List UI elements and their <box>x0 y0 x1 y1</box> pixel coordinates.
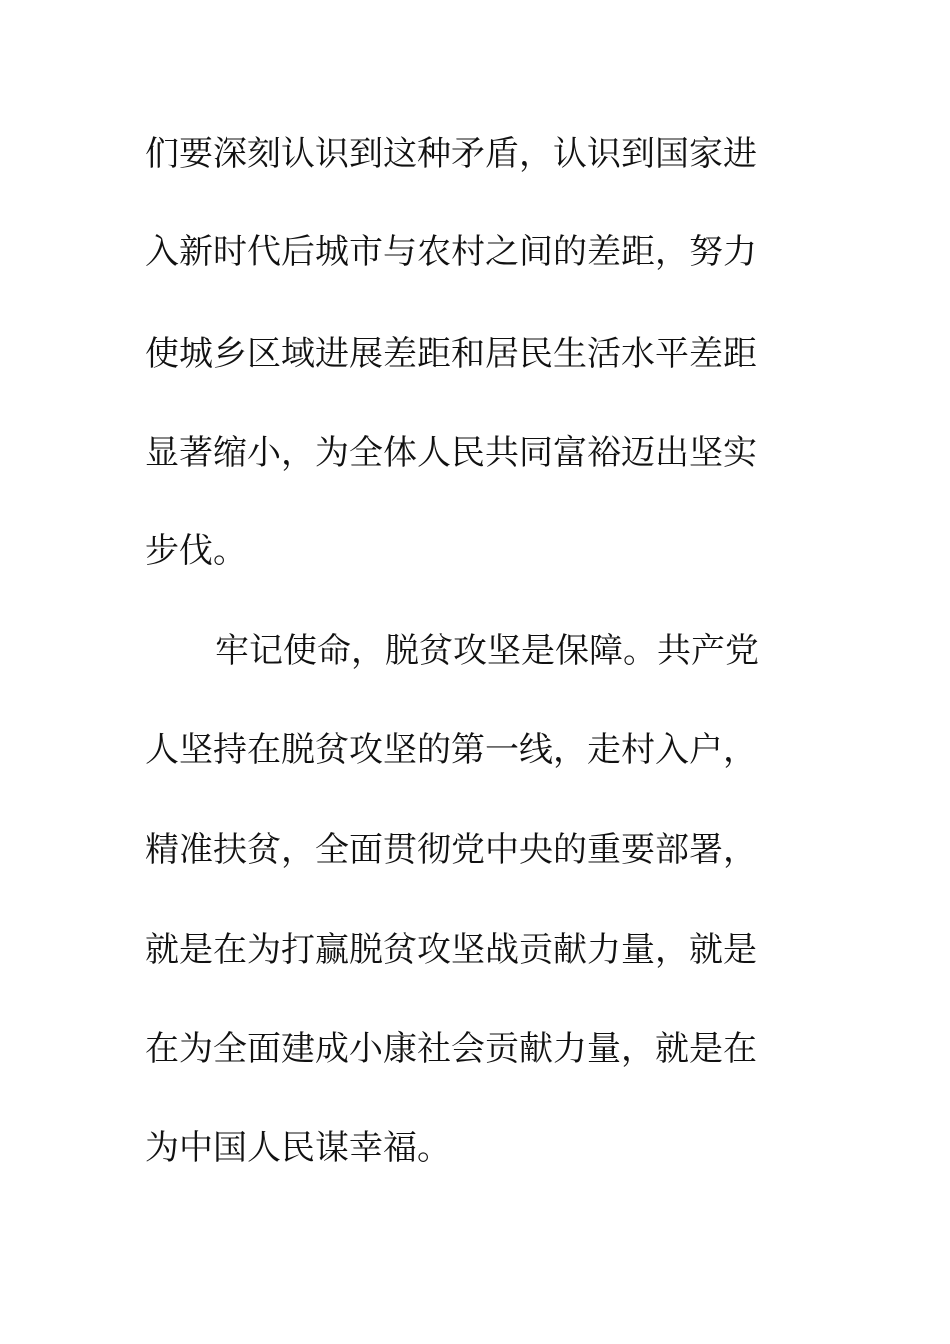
text-line: 步伐。 <box>145 531 247 571</box>
text-line: 为中国人民谋幸福。 <box>145 1128 451 1168</box>
text-line: 们要深刻认识到这种矛盾，认识到国家进 <box>145 134 757 174</box>
text-line: 人坚持在脱贫攻坚的第一线，走村入户， <box>145 730 757 770</box>
text-line: 就是在为打赢脱贫攻坚战贡献力量，就是 <box>145 930 757 970</box>
text-line: 显著缩小，为全体人民共同富裕迈出坚实 <box>145 433 757 473</box>
text-line: 牢记使命，脱贫攻坚是保障。共产党 <box>215 631 759 671</box>
text-line: 精准扶贫，全面贯彻党中央的重要部署， <box>145 830 757 870</box>
text-line: 使城乡区域进展差距和居民生活水平差距 <box>145 334 757 374</box>
text-line: 在为全面建成小康社会贡献力量，就是在 <box>145 1029 757 1069</box>
text-line: 入新时代后城市与农村之间的差距，努力 <box>145 232 757 272</box>
